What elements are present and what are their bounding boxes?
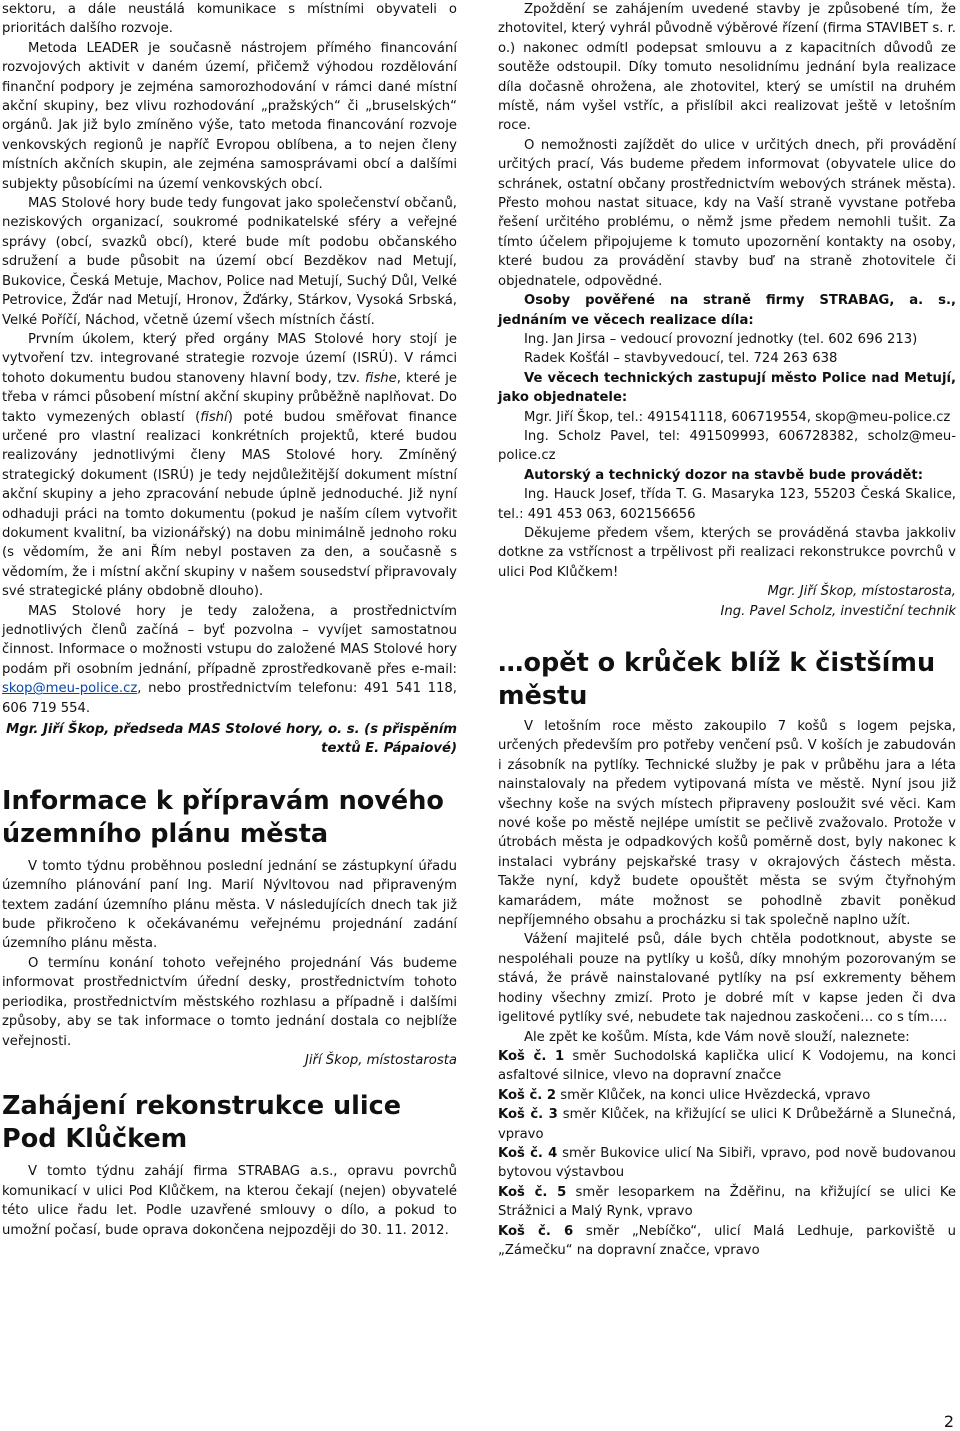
delay-paragraph: Zpoždění se zahájením uvedené stavby je způsobené tím, že zhotovitel, který vyhrál původně výběrové řízení (firma STAVIBET s. r. o.) nakonec odmítl podepsat smlouvu a z kapacitních důvodů ze soutěže odstoupil. Díky tomuto nesolidnímu jednání byla realizace díla dočasně ohrožena, ale zhotovitel, který se umístil na druhém místě, nám vyšel vstříc, a přislíbil akci realizovat ještě v letošním roce. (498, 2, 956, 134)
bin-label: Koš č. 6 (498, 1223, 574, 1239)
signature-line-1: Mgr. Jiří Škop, místostarosta, (767, 584, 956, 600)
founded-paragraph (2, 602, 457, 718)
contact-scholz: Ing. Scholz Pavel, tel: 491509993, 606728382, scholz@meu-police.cz (498, 428, 956, 464)
heading-uzemni-plan: Informace k přípravám nového územního plánu města (2, 785, 444, 849)
bin-label: Koš č. 5 (498, 1184, 567, 1200)
signature-line-2: Ing. Pavel Scholz, investiční technik (720, 603, 956, 619)
rekonstrukce-paragraph: V tomto týdnu zahájí firma STRABAG a.s., opravu povrchů komunikací v ulici Pod Klůčkem, na kterou čekají (nejen) obyvatelé této ulice řadu let. Podle uzavřené smlouvy o dílo, a pokud to umožní počasí, bude oprava dokončena nejpozději do 30. 11. 2012. (2, 1164, 457, 1238)
uzemni-paragraph-1: V tomto týdnu proběhnou poslední jednání se zástupkyní úřadu územního plánování paní Ing. Marií Nývltovou nad připraveným textem zadání územního plánu města. V následujících dnech tak již bude přikročeno k očekávanému veřejnému projednání zadání územního plánu města. (2, 858, 457, 952)
heading-city-contacts: Ve věcech technických zastupují město Police nad Metují, jako objednatele: (498, 370, 956, 406)
right-column (498, 0, 956, 1260)
bins-paragraph-2: Vážení majitelé psů, dále bych chtěla podotknout, abyste se nespoléhali pouze na pytlíky u košů, díky mnohým pozorovaným se stává, že právě nainstalované pytlíky na psí exkrementy během hodiny všechny zmizí. Proto je dobré mít v kapse jeden či dva igelitové pytlíky své, nebudete tak najednou zaskočeni… co s tím…. (498, 932, 956, 1026)
bin-label: Koš č. 1 (498, 1048, 565, 1064)
first-task-paragraph (2, 330, 457, 602)
bin-text: směr Klůček, na konci ulice Hvězdecká, vpravo (556, 1087, 871, 1103)
bin-text: směr lesoparkem na Žděřinu, na křižující se ulici Ke Strážnici a Malý Rynk, vpravo (498, 1184, 956, 1220)
italic-term: fishí (200, 409, 228, 425)
bin-text: směr Bukovice ulicí Na Sibiři, vpravo, pod nově budovanou bytovou výstavbou (498, 1145, 956, 1181)
bin-label: Koš č. 2 (498, 1087, 557, 1103)
email-link[interactable]: skop@meu-police.cz (2, 681, 138, 697)
signature-mas: Mgr. Jiří Škop, předseda MAS Stolové hory, o. s. (s přispěním textů E. Pápaiové) (6, 722, 457, 757)
list-item (498, 1183, 956, 1222)
heading-rekonstrukce: Zahájení rekonstrukce ulice Pod Klůčkem (2, 1091, 402, 1155)
access-paragraph: O nemožnosti zajíždět do ulice v určitých dnech, při provádění určitých prací, Vás budeme předem informovat (obyvatele ulice do schránek, ostatní občany prostřednictvím webových stránek města). Přesto mohou nastat situace, kdy na Vaší straně vyvstane potřeba řešení určitého problému, o němž jsme předem nemohli tušit. Za tímto účelem připojujeme k tomuto upozornění kontakty na osoby, které budou za provádění stavby buď na straně zhotovitele či objednatele, odpovědné. (498, 137, 956, 289)
bin-text: směr Suchodolská kaplička ulicí K Vodojemu, na konci asfaltové silnice, vlevo na dopravní značce (498, 1048, 956, 1084)
contact-hauck: Ing. Hauck Josef, třída T. G. Masaryka 123, 55203 Česká Skalice, tel.: 491 453 063, 602156656 (498, 487, 956, 522)
signature-uzemni: Jiří Škop, místostarosta (304, 1052, 457, 1068)
bin-text: směr „Nebíčko“, ulicí Malá Ledhuje, parkoviště u „Zámečku“ na dopravní značce, vpravo (498, 1223, 956, 1258)
left-column (2, 0, 457, 1240)
page-number: 2 (943, 1412, 954, 1431)
heading-strabag-contacts: Osoby pověřené na straně firmy STRABAG, a. s., jednáním ve věcech realizace díla: (498, 293, 956, 328)
list-item (498, 1105, 956, 1144)
leader-paragraph: Metoda LEADER je současně nástrojem přímého financování rozvojových aktivit v daném území, přičemž výhodou rozdělování finanční podpory je zejména samorozhodování v rámci dané místní akční skupiny, bez vlivu rozhodování „pražských“ či „bruselských“ orgánů. Jak již bylo zmíněno výše, tato metoda financování rozvoje venkovských regionů je napříč Evropou oblíbena, a to nejen členy místních akčních skupin, ale zejména samosprávami obcí a dalšími subjekty působícími na území venkovských obcí. (2, 40, 457, 192)
bin-label: Koš č. 4 (498, 1145, 558, 1161)
list-item (498, 1047, 956, 1086)
list-item (498, 1086, 956, 1105)
bin-label: Koš č. 3 (498, 1107, 558, 1123)
contact-jirsa: Ing. Jan Jirsa – vedoucí provozní jednotky (tel. 602 696 213) (524, 331, 918, 347)
italic-term: fishe (364, 370, 397, 386)
heading-supervision: Autorský a technický dozor na stavbě bude provádět: (524, 467, 923, 483)
text-span: , nebo prostřednictvím telefonu: 491 541 118, 606 719 554. (2, 681, 457, 716)
contact-skop: Mgr. Jiří Škop, tel.: 491541118, 606719554, skop@meu-police.cz (524, 409, 951, 425)
contact-kostal: Radek Košťál – stavbyvedoucí, tel. 724 263 638 (524, 351, 838, 367)
list-item (498, 1222, 956, 1261)
bins-paragraph-3: Ale zpět ke košům. Místa, kde Vám nově slouží, naleznete: (524, 1029, 910, 1045)
heading-kose: …opět o krůček blíž k čistšímu městu (498, 648, 936, 711)
text-span: MAS Stolové hory je tedy založena, a prostřednictvím jednotlivých členů začíná – byť pozvolna – vyvíjet samostatnou činnost. Informace o možnosti vstupu do založené MAS Stolové hory podám při osobním jednání, případně zprostředkovaně přes e-mail: (2, 603, 457, 677)
text-span: ) poté budou směřovat finance určené pro vlastní realizaci konkrétních projektů, které budou realizovány jednotlivými členy MAS Stolové hory. Zmíněný strategický dokument (ISRÚ) je tedy nejdůležitější dokument místní akční skupiny a jeho zpracování nebude úplně jednoduché. Již nyní odhaduji práci na tomto dokumentu (pokud je naším cílem vytvořit dokument kvalitní, ba vizionářský) na dobu minimálně jednoho roku (s vědomím, že ani Řím nebyl postaven za den, a současně s vědomím, že i místní akční skupiny v našem sousedství připravovaly své strategické plány obdobně dlouho). (2, 409, 457, 600)
uzemni-paragraph-2: O termínu konání tohoto veřejného projednání Vás budeme informovat prostřednictvím úřední desky, prostřednictvím tohoto periodika, prostřednictvím městského rozhlasu a případně i dalšími způsoby, aby se tak informace o tomto jednání dostala co nejblíže veřejnosti. (2, 955, 457, 1049)
text-span: , které je třeba v rámci působení místní akční skupiny průběžně naplňovat. Do takto vymezených oblastí ( (2, 370, 457, 425)
intro-paragraph: sektoru, a dále neustálá komunikace s místními obyvateli o prioritách dalšího rozvoje. (2, 2, 457, 37)
bins-paragraph-1: V letošním roce město zakoupilo 7 košů s logem pejska, určených především pro potřeby venčení psů. V koších je zabudován i zásobník na pytlíky. Technické služby je pak v průběhu jara a léta nainstalovaly na předem vytipovaná místa ve městě. Nyní jsou již všechny koše na svých místech připraveny posloužit své věci. Kam nové koše po městě nejlépe umístit se pečlivě zvažovalo. Protože v útrobách města je odpadkových košů poměrně dost, byly nakonec k instalaci vybrány pejskařské trasy v okrajových částech města. Takže nyní, když budete opouštět města se svým čtyřnohým kamarádem, máte možnost se pohodlně zbavit poněkud nepříjemného obsahu a procházku si tak společně naplno užít. (498, 719, 956, 929)
bin-text: směr Klůček, na křižující se ulici K Drůbežárně a Slunečná, vpravo (498, 1107, 956, 1142)
list-item (498, 1144, 956, 1183)
bin-list (498, 1047, 956, 1260)
text-span: Prvním úkolem, který před orgány MAS Stolové hory stojí je vytvoření tzv. integrované strategie rozvoje území (ISRÚ). V rámci tohoto dokumentu budou stanoveny hlavní body, tzv. (2, 331, 457, 386)
mas-paragraph: MAS Stolové hory bude tedy fungovat jako společenství občanů, neziskových organizací, soukromé podnikatelské sféry a veřejné správy (obcí, svazků obcí), které bude mít podobu občanského sdružení a bude působit na území obcí Bezděkov nad Metují, Bukovice, Česká Metuje, Machov, Police nad Metují, Suchý Důl, Velké Petrovice, Žďár nad Metují, Hronov, Žďárky, Stárkov, Vysoká Srbská, Velké Poříčí, Náchod, včetně území všech místních částí. (2, 196, 457, 328)
thanks-paragraph: Děkujeme předem všem, kterých se prováděná stavba jakkoliv dotkne za vstřícnost a trpělivost při realizaci rekonstrukce povrchů v ulici Pod Klůčkem! (498, 525, 956, 580)
